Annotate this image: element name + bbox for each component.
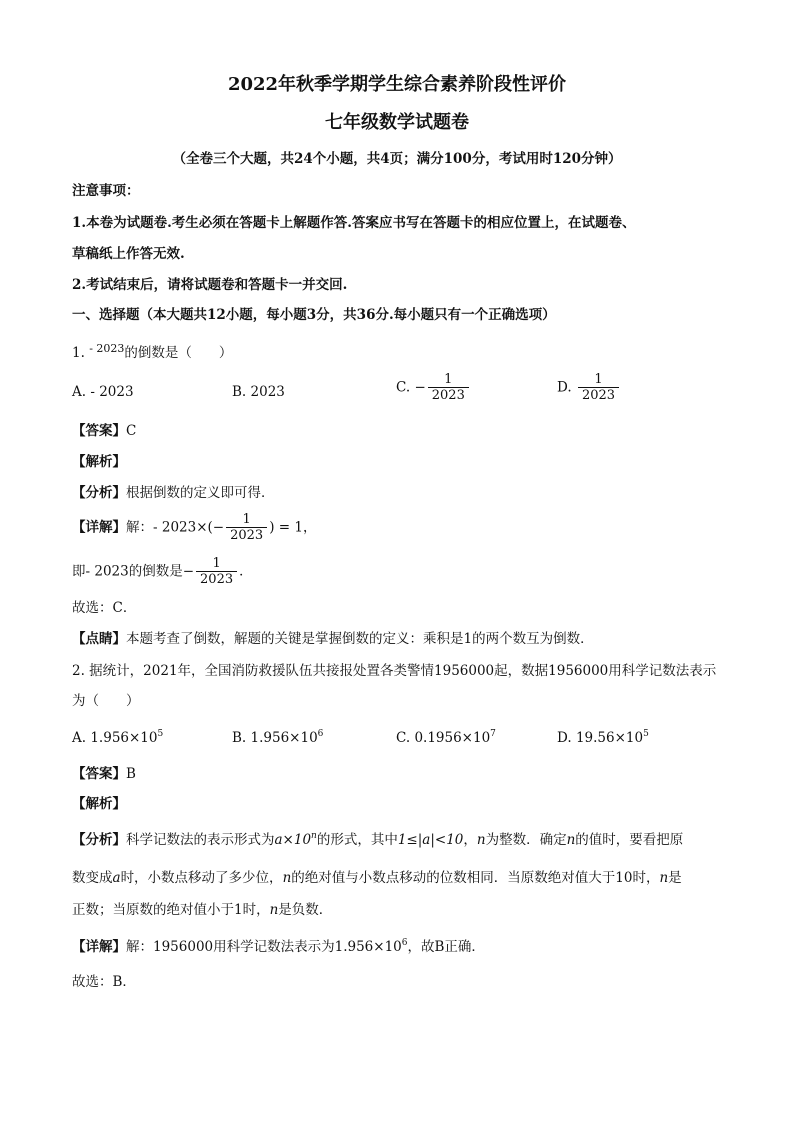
notes-heading: 注意事项： <box>72 183 140 199</box>
q2-option-c-exponent: 7 <box>490 729 496 739</box>
q2-option-d <box>557 730 649 746</box>
q1-choose: 故选：C． <box>72 600 137 616</box>
note-1-line-1: 1.本卷为试题卷.考生必须在答题卡上解题作答.答案应书写在答题卡的相应位置上，在试题卷、 <box>72 215 636 231</box>
q2-fenxi-l3-b: 是负数． <box>278 902 333 918</box>
q1-comment <box>72 630 594 648</box>
q2-option-b-exponent: 6 <box>317 729 324 739</box>
q1-fenxi <box>72 484 275 502</box>
q2-fenxi-l1-b: 的形式，其中 <box>316 832 398 848</box>
q2-fenxi-l1-d: 为整数．确定 <box>485 832 567 848</box>
q2-option-b-label: B. <box>232 730 247 746</box>
q1-option-a-value: - 2023 <box>90 384 134 400</box>
q2-fenxi-l2-d: 是 <box>668 870 682 886</box>
q1-detail-tag: 【详解】 <box>72 519 126 536</box>
q1-option-c-numerator: 1 <box>444 372 453 387</box>
q2-option-c-base: 0.1956×10 <box>414 730 491 746</box>
q1-fenxi-tag: 【分析】 <box>72 485 126 501</box>
q1-comment-tag: 【点睛】 <box>72 631 126 647</box>
q2-fenxi-l3-n: n <box>269 902 279 918</box>
q2-fenxi-line-2 <box>72 869 682 887</box>
q2-fenxi-formula-base: a×10 <box>274 832 312 848</box>
q1-option-d-denominator: 2023 <box>578 387 619 403</box>
q1-option-c-label: C. <box>396 379 411 396</box>
q2-fenxi-line-1 <box>72 831 683 849</box>
q2-fenxi-line-3 <box>72 901 332 919</box>
q1-stem-text: 的倒数是（ ） <box>124 345 233 361</box>
q2-fenxi-l2-b: 时，小数点移动了多少位， <box>120 870 283 886</box>
exam-subtitle: 七年级数学试题卷 <box>325 112 469 133</box>
q2-answer <box>72 765 136 783</box>
q2-fenxi-l2-a: 数变成 <box>72 870 113 886</box>
q2-fenxi-l1-e: 的值时，要看把原 <box>575 832 684 848</box>
q1-detail-fraction <box>226 512 267 543</box>
q2-detail-base: 1.956×10 <box>334 939 402 955</box>
q1-option-c-denominator: 2023 <box>428 387 469 403</box>
q2-answer-value: B <box>126 766 136 782</box>
q1-comment-text: 本题考查了倒数，解题的关键是掌握倒数的定义：乘积是1的两个数互为倒数． <box>126 631 594 647</box>
q1-answer-value: C <box>126 423 137 439</box>
q1-detail-line-2 <box>72 556 253 587</box>
q1-option-d-numerator: 1 <box>594 372 603 387</box>
q2-option-d-exponent: 5 <box>643 729 649 739</box>
q2-stem-line-2: 为（ ） <box>72 693 140 709</box>
q1-detail-line-2-pre: 即- 2023的倒数是− <box>72 563 195 580</box>
exam-title: 2022年秋季学期学生综合素养阶段性评价 <box>227 74 567 95</box>
q1-fenxi-text: 根据倒数的定义即可得． <box>126 485 275 501</box>
q1-option-a-label: A. <box>72 384 87 400</box>
q2-stem-line-1: 2. 据统计，2021年，全国消防救援队伍共接报处置各类警情1956000起，数据1956000用科学记数法表示 <box>72 663 717 679</box>
q1-option-c <box>396 372 471 403</box>
q2-option-a-exponent: 5 <box>157 729 164 739</box>
q1-detail-denominator: 2023 <box>226 527 267 543</box>
q1-detail-pre: 解：- 2023×(− <box>126 519 225 536</box>
q1-option-d-fraction <box>578 372 619 403</box>
q2-detail-exponent: 6 <box>401 938 408 948</box>
q2-analysis-tag: 【解析】 <box>72 796 126 812</box>
q2-fenxi-range: 1≤|a|<10 <box>397 832 464 848</box>
q1-option-a <box>72 384 134 400</box>
q2-fenxi-l2-n-2: n <box>659 870 669 886</box>
note-1-line-2: 草稿纸上作答无效. <box>72 246 185 262</box>
q1-value: - 2023 <box>89 342 125 355</box>
note-2: 2.考试结束后，请将试题卷和答题卡一并交回. <box>72 277 348 293</box>
q1-option-d-label: D. <box>557 379 572 396</box>
q2-fenxi-l2-c: 的绝对值与小数点移动的位数相同．当原数绝对值大于10时， <box>291 870 660 886</box>
q1-stem <box>72 344 232 362</box>
q1-answer <box>72 422 136 440</box>
q1-number: 1. <box>72 345 85 361</box>
q1-option-c-fraction <box>428 372 469 403</box>
q1-option-b-label: B. <box>232 384 247 400</box>
q1-detail-numerator: 1 <box>242 512 251 527</box>
q2-detail-tag: 【详解】 <box>72 939 126 955</box>
q2-option-a <box>72 730 163 746</box>
q2-fenxi-l2-n: n <box>282 870 292 886</box>
q1-detail-line-2-fraction <box>196 556 237 587</box>
q2-fenxi-n: n <box>476 832 486 848</box>
q2-fenxi-l2-var: a <box>112 870 121 886</box>
q2-fenxi-l3-a: 正数；当原数的绝对值小于1时， <box>72 902 270 918</box>
q2-detail-a: 解：1956000用科学记数法表示为 <box>126 939 335 955</box>
q2-fenxi-formula-exponent: n <box>311 831 317 841</box>
q1-option-b-value: 2023 <box>250 384 285 400</box>
q1-detail-line-2-numerator: 1 <box>212 556 221 571</box>
q2-option-d-label: D. <box>557 730 572 746</box>
q2-option-b <box>232 730 323 746</box>
q1-detail <box>72 512 316 543</box>
q2-fenxi-l1-a: 科学记数法的表示形式为 <box>126 832 275 848</box>
q1-detail-post: ) = 1， <box>269 519 317 536</box>
section-1-heading: 一、选择题（本大题共12小题，每小题3分，共36分.每小题只有一个正确选项） <box>72 307 556 323</box>
q1-detail-line-2-post: ． <box>239 563 253 580</box>
q2-option-c-label: C. <box>396 730 411 746</box>
q2-option-d-base: 19.56×10 <box>575 730 644 746</box>
q2-answer-tag: 【答案】 <box>72 766 126 782</box>
q2-detail-b: ，故B正确． <box>407 939 485 955</box>
q2-fenxi-tag: 【分析】 <box>72 832 126 848</box>
q2-option-c <box>396 730 496 746</box>
q2-fenxi-n-2: n <box>566 832 576 848</box>
q1-detail-line-2-denominator: 2023 <box>196 571 237 587</box>
q2-fenxi-l1-c: ， <box>463 832 477 848</box>
q1-answer-tag: 【答案】 <box>72 423 126 439</box>
q2-option-b-base: 1.956×10 <box>250 730 318 746</box>
q2-choose: 故选：B． <box>72 974 136 990</box>
exam-info: （全卷三个大题，共24个小题，共4页；满分100分，考试用时120分钟） <box>172 151 622 167</box>
q2-detail <box>72 938 485 956</box>
q1-option-d <box>557 372 621 403</box>
q1-option-c-sign: − <box>414 379 426 396</box>
q2-option-a-base: 1.956×10 <box>90 730 158 746</box>
q2-option-a-label: A. <box>72 730 87 746</box>
q1-option-b <box>232 384 285 400</box>
q1-analysis-tag: 【解析】 <box>72 454 126 470</box>
